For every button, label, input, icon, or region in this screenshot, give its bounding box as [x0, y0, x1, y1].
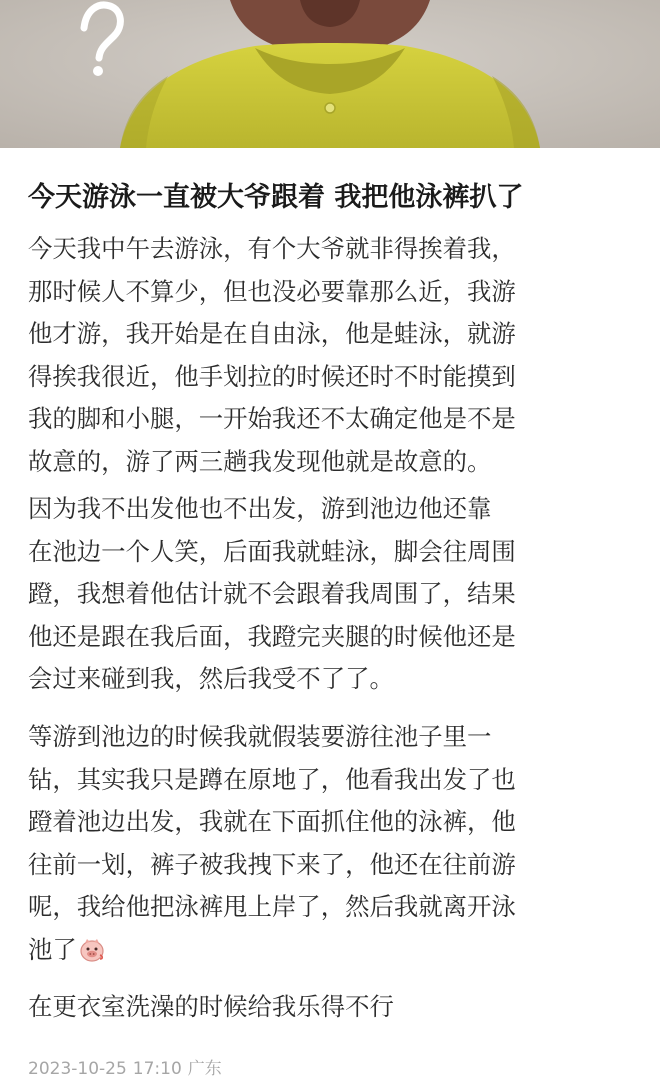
post-paragraph-1: 今天我中午去游泳，有个大爷就非得挨着我， 那时候人不算少，但也没必要靠那么近，我游 他才游，我开始是在自由泳，他是蛙泳，就游 得挨我很近，他手划拉的时候还时不时能摸到 我的脚和小腿，一开始我还不太确定他是不是 故意的，游了两三趟我发现他就是故意的。 — [28, 234, 516, 476]
post-paragraph-2: 因为我不出发他也不出发，游到池边他还靠 在池边一个人笑，后面我就蛙泳，脚会往周围 蹬，我想着他估计就不会跟着我周围了，结果 他还是跟在我后面，我蹬完夹腿的时候他还是 会过来碰到我，然后我受不了了。 — [28, 494, 516, 693]
header-image — [0, 0, 660, 148]
post-content — [0, 148, 660, 1080]
post-date: 2023-10-25 — [28, 1059, 127, 1079]
cartoon-character-illustration — [0, 0, 660, 148]
post-time: 17:10 — [132, 1059, 182, 1079]
post-paragraph-3 — [28, 716, 632, 975]
post-meta — [28, 1058, 228, 1080]
post-paragraph-4: 在更衣室洗澡的时候给我乐得不行 — [28, 992, 394, 1021]
post-paragraph-3-text: 等游到池边的时候我就假装要游往池子里一 钻，其实我只是蹲在原地了，他看我出发了也 蹬着池边出发，我就在下面抓住他的泳裤，他 往前一划，裤子被我拽下来了，他还在往前游 呢，我给他把泳裤甩上岸了，然后我就离开泳 池了 — [28, 722, 516, 964]
post-location: 广东 — [187, 1059, 222, 1079]
pig-face-emoji-icon — [79, 933, 105, 976]
post-title: 今天游泳一直被大爷跟着 我把他泳裤扒了 — [28, 182, 524, 213]
